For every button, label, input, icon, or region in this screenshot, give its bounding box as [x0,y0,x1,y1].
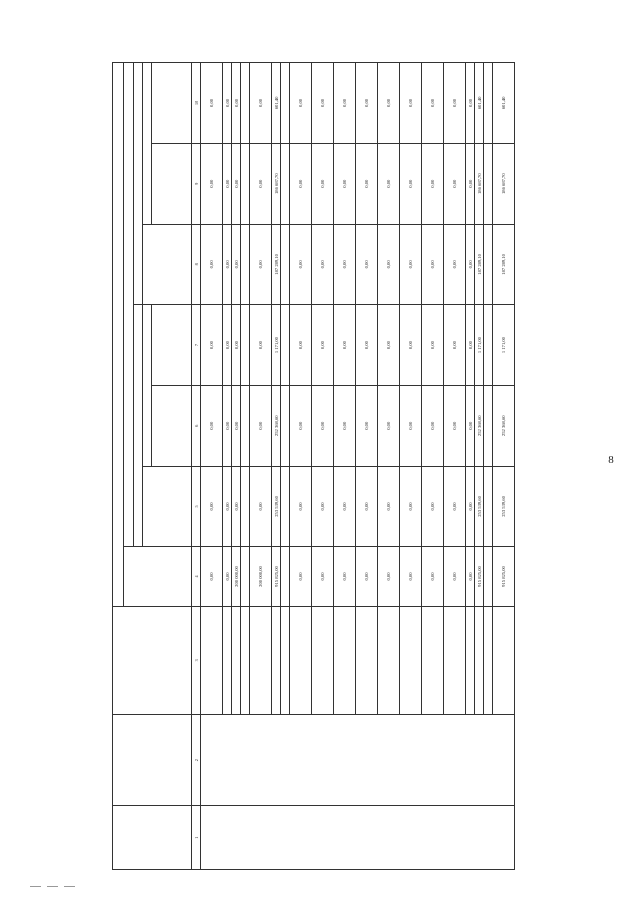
cell-total: 0,00 [466,547,475,606]
column-number: 5 [192,466,201,547]
header-2017-incl-sources [143,63,152,225]
cell-2017-all: 187 289,10 [493,224,515,305]
cell-2017-regional: 0,00 [422,63,444,144]
cell-2017-federal: 0,00 [334,143,356,224]
cell-2017-regional: 0,00 [400,63,422,144]
row-label [493,606,515,714]
cell-2016-all: 0,00 [378,466,400,547]
header-expenses-group [113,63,124,607]
cell-2017-all: 0,00 [400,224,422,305]
cell-2016-regional: 0,00 [444,305,466,386]
row-label [232,606,241,714]
row-label [356,606,378,714]
cell-2016-federal: 0,00 [356,385,378,466]
cell-total: 0,00 [400,547,422,606]
header-2017-all [143,224,192,305]
cell-2016-regional [484,305,493,386]
cell-total: 915 825,00 [475,547,484,606]
cell-2017-all: 0,00 [334,224,356,305]
cell-2016-federal: 0,00 [466,385,475,466]
row-label [444,606,466,714]
cell-2017-regional: 0,00 [378,63,400,144]
cell-2017-regional: 601,40 [272,63,281,144]
cell-total: 915 825,00 [493,547,515,606]
cell-2016-regional: 0,00 [232,305,241,386]
header-year-2017 [134,63,143,305]
cell-2017-federal: 0,00 [312,143,334,224]
header-program-name [113,715,192,806]
column-number: 3 [192,606,201,714]
row-label [290,606,312,714]
cell-2017-all: 0,00 [356,224,378,305]
cell-2016-all: 0,00 [356,466,378,547]
cell-total: 0,00 [378,547,400,606]
header-2017-federal [152,143,192,224]
cell-2017-federal [484,143,493,224]
cell-2016-regional: 0,00 [422,305,444,386]
row-label [475,606,484,714]
cell-2016-federal: 0,00 [232,385,241,466]
cell-2016-regional: 0,00 [400,305,422,386]
cell-2016-regional: 1 171,00 [272,305,281,386]
cell-2016-federal: 0,00 [223,385,232,466]
cell-2017-regional: 0,00 [232,63,241,144]
row-label [250,606,272,714]
cell-2016-regional: 1 171,00 [475,305,484,386]
cell-2017-federal [281,143,290,224]
measure-program-name [201,715,515,806]
cell-2016-all: 0,00 [444,466,466,547]
cell-2017-federal: 0,00 [422,143,444,224]
cell-2017-all: 0,00 [223,224,232,305]
cell-2017-regional: 601,40 [493,63,515,144]
cell-total: 0,00 [356,547,378,606]
cell-2016-regional: 0,00 [201,305,223,386]
column-number: 2 [192,715,201,806]
cell-2017-regional [484,63,493,144]
column-number: 10 [192,63,201,144]
cell-2017-regional: 0,00 [334,63,356,144]
cell-2016-regional [281,305,290,386]
column-number: 7 [192,305,201,386]
header-2016-incl-sources [143,305,152,466]
cell-2016-all: 0,00 [290,466,312,547]
row-label [466,606,475,714]
cell-2016-all [484,466,493,547]
row-label [422,606,444,714]
cell-2017-federal: 0,00 [223,143,232,224]
row-label [378,606,400,714]
cell-2017-all: 187 289,10 [475,224,484,305]
cell-2017-regional: 0,00 [444,63,466,144]
cell-2016-federal: 0,00 [378,385,400,466]
header-by-years [124,63,134,547]
cell-2017-all: 187 289,10 [272,224,281,305]
cell-total: 0,00 [290,547,312,606]
cell-2017-federal: 0,00 [201,143,223,224]
cell-total: 0,00 [422,547,444,606]
cell-2016-all: 253 539,60 [475,466,484,547]
row-label [400,606,422,714]
cell-2016-federal: 0,00 [334,385,356,466]
cell-2016-federal: 0,00 [250,385,272,466]
cell-2016-regional: 0,00 [466,305,475,386]
cell-2016-regional: 0,00 [312,305,334,386]
cell-2016-federal: 0,00 [312,385,334,466]
cell-2016-all [281,466,290,547]
cell-2016-federal: 252 368,60 [493,385,515,466]
cell-total: 200 000,00 [250,547,272,606]
cell-2017-federal: 0,00 [290,143,312,224]
cell-2017-all: 0,00 [466,224,475,305]
header-2016-federal [152,385,192,466]
table-rotation-frame [112,62,563,870]
cell-2017-federal: 0,00 [356,143,378,224]
cell-2017-all: 0,00 [422,224,444,305]
row-label [223,606,232,714]
cell-2017-federal: 186 687,70 [475,143,484,224]
row-label [484,606,493,714]
cell-2016-all: 0,00 [223,466,232,547]
cell-2016-all: 253 539,60 [272,466,281,547]
cell-total: 915 825,00 [272,547,281,606]
cell-2017-regional: 0,00 [466,63,475,144]
column-number-row [192,63,201,870]
cell-total [281,547,290,606]
cell-2017-federal: 186 687,70 [493,143,515,224]
cell-2017-regional: 0,00 [201,63,223,144]
cell-2017-federal: 186 687,70 [272,143,281,224]
cell-2017-all: 0,00 [201,224,223,305]
cell-2016-federal [281,385,290,466]
cell-2016-all [241,466,250,547]
cell-total: 0,00 [312,547,334,606]
cell-2017-all: 0,00 [232,224,241,305]
cell-2016-all: 0,00 [466,466,475,547]
header-2017-regional [152,63,192,144]
cell-2017-federal: 0,00 [444,143,466,224]
cell-2017-all: 0,00 [444,224,466,305]
cell-total: 0,00 [201,547,223,606]
cell-2017-federal: 0,00 [466,143,475,224]
cell-2016-federal: 0,00 [290,385,312,466]
measure-status [201,806,515,870]
cell-2016-federal: 0,00 [201,385,223,466]
cell-total: 0,00 [444,547,466,606]
cell-total [241,547,250,606]
cell-2017-all [281,224,290,305]
cell-2017-all: 0,00 [312,224,334,305]
cell-2017-federal: 0,00 [400,143,422,224]
table-header [113,63,201,870]
cell-2016-federal: 252 368,60 [475,385,484,466]
column-number: 1 [192,806,201,870]
cell-2016-federal [241,385,250,466]
page-number: 8 [608,454,614,466]
cell-total: 0,00 [223,547,232,606]
cell-2017-federal: 0,00 [232,143,241,224]
column-number: 8 [192,224,201,305]
row-label [272,606,281,714]
row-label [201,606,223,714]
cell-2016-federal: 0,00 [444,385,466,466]
cell-2016-all: 0,00 [232,466,241,547]
cell-2017-all [241,224,250,305]
cell-2017-federal: 0,00 [250,143,272,224]
cell-2016-regional: 0,00 [290,305,312,386]
column-number: 6 [192,385,201,466]
scan-margin-marks [30,882,130,892]
header-status [113,806,192,870]
row-label [281,606,290,714]
cell-2017-regional: 0,00 [250,63,272,144]
header-total [124,547,192,606]
column-number: 9 [192,143,201,224]
cell-2016-federal: 0,00 [400,385,422,466]
cell-2017-all: 0,00 [250,224,272,305]
row-label [334,606,356,714]
row-label [241,606,250,714]
cell-total: 0,00 [334,547,356,606]
cell-2016-all: 0,00 [201,466,223,547]
column-number: 4 [192,547,201,606]
cell-2016-regional: 1 171,00 [493,305,515,386]
cell-2016-all: 0,00 [400,466,422,547]
cell-total [484,547,493,606]
cell-2016-all: 253 539,60 [493,466,515,547]
cell-2017-regional: 0,00 [290,63,312,144]
cell-2017-all: 0,00 [378,224,400,305]
cell-2017-regional: 0,00 [356,63,378,144]
rotated-table-sheet [112,62,563,870]
budget-table [112,62,515,870]
cell-2017-regional: 601,40 [475,63,484,144]
cell-2017-regional [241,63,250,144]
cell-2017-federal: 0,00 [378,143,400,224]
header-executor [113,606,192,714]
cell-2016-regional: 0,00 [250,305,272,386]
cell-total: 200 000,00 [232,547,241,606]
header-2016-regional [152,305,192,386]
cell-2017-all: 0,00 [290,224,312,305]
cell-2016-federal: 252 368,60 [272,385,281,466]
cell-2016-regional: 0,00 [378,305,400,386]
cell-2016-all: 0,00 [312,466,334,547]
cell-2016-federal [484,385,493,466]
cell-2017-regional [281,63,290,144]
cell-2016-all: 0,00 [422,466,444,547]
cell-2017-federal [241,143,250,224]
cell-2016-regional: 0,00 [356,305,378,386]
header-2016-all [143,466,192,547]
header-year-2016 [134,305,143,547]
row-label [312,606,334,714]
cell-2016-all: 0,00 [334,466,356,547]
table-body [201,63,515,870]
cell-2016-all: 0,00 [250,466,272,547]
cell-2016-regional [241,305,250,386]
cell-2017-regional: 0,00 [312,63,334,144]
cell-2016-federal: 0,00 [422,385,444,466]
cell-2016-regional: 0,00 [223,305,232,386]
cell-2016-regional: 0,00 [334,305,356,386]
cell-2017-regional: 0,00 [223,63,232,144]
table-row [201,63,223,870]
cell-2017-all [484,224,493,305]
